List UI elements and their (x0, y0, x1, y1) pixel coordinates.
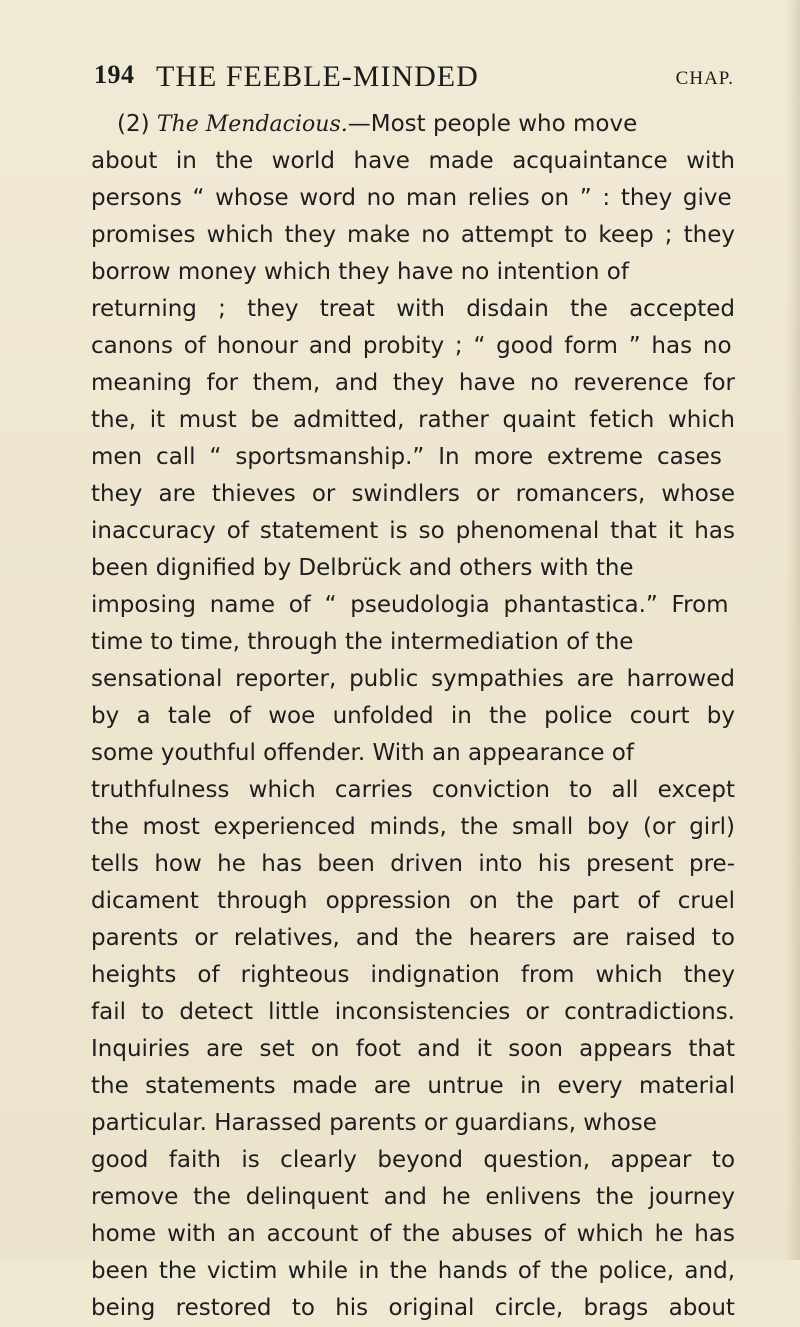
running-head (94, 60, 734, 100)
text-line: parents or relatives, and the hearers are raised to (91, 925, 735, 951)
text-line: remove the delinquent and he enlivens the journey (91, 1184, 736, 1210)
text-line: the, it must be admitted, rather quaint fetich which (91, 407, 735, 433)
text-line (91, 106, 735, 143)
text-line: fail to detect little inconsistencies or contradictions. (91, 999, 735, 1025)
chapter-abbreviation: CHAP. (675, 68, 734, 89)
running-title: THE FEEBLE-MINDED (156, 60, 479, 93)
text-line: been dignified by Delbrück and others with the (91, 555, 634, 581)
text-line: persons “ whose word no man relies on ” : they give (91, 185, 732, 211)
section-title: The Mendacious. (156, 112, 348, 137)
text-line: men call “ sportsmanship.” In more extreme cases (91, 444, 722, 470)
text-line: truthfulness which carries conviction to all except (91, 777, 736, 803)
text-line: meaning for them, and they have no reverence for (91, 370, 735, 396)
text-line: by a tale of woe unfolded in the police court by (91, 703, 735, 729)
text-line: they are thieves or swindlers or romancers, whose (91, 481, 735, 507)
text-line: borrow money which they have no intention of (91, 259, 629, 285)
text-line: time to time, through the intermediation of the (91, 629, 634, 655)
text-line: promises which they make no attempt to keep ; they (91, 222, 735, 248)
text-line: canons of honour and probity ; “ good form ” has no (91, 333, 732, 359)
text-line: been the victim while in the hands of the police, and, (91, 1258, 736, 1284)
page-number: 194 (94, 60, 135, 89)
text-line: Inquiries are set on foot and it soon appears that (91, 1036, 736, 1062)
text-line: particular. Harassed parents or guardians, whose (91, 1110, 657, 1136)
text-line-content: —Most people who move (347, 111, 638, 137)
text-line: about in the world have made acquaintance with (91, 148, 735, 174)
page-edge-shadow (786, 0, 800, 1260)
section-number: (2) (117, 111, 150, 137)
text-line: good faith is clearly beyond question, appear to (91, 1147, 736, 1173)
text-line: some youthful offender. With an appearance of (91, 740, 634, 766)
text-line: home with an account of the abuses of which he has (91, 1221, 735, 1247)
text-line: returning ; they treat with disdain the accepted (91, 296, 735, 322)
text-line: inaccuracy of statement is so phenomenal that it has (91, 518, 735, 544)
body-text (91, 106, 735, 1327)
text-line: dicament through oppression on the part of cruel (91, 888, 735, 914)
text-line: sensational reporter, public sympathies are harrowed (91, 666, 735, 692)
text-line: tells how he has been driven into his present pre- (91, 851, 735, 877)
text-line: the most experienced minds, the small boy (or girl) (91, 814, 736, 840)
text-line: heights of righteous indignation from which they (91, 962, 736, 988)
text-line: being restored to his original circle, brags about (91, 1295, 735, 1321)
text-line: imposing name of “ pseudologia phantastica.” From (91, 592, 729, 618)
text-line: the statements made are untrue in every material (91, 1073, 735, 1099)
